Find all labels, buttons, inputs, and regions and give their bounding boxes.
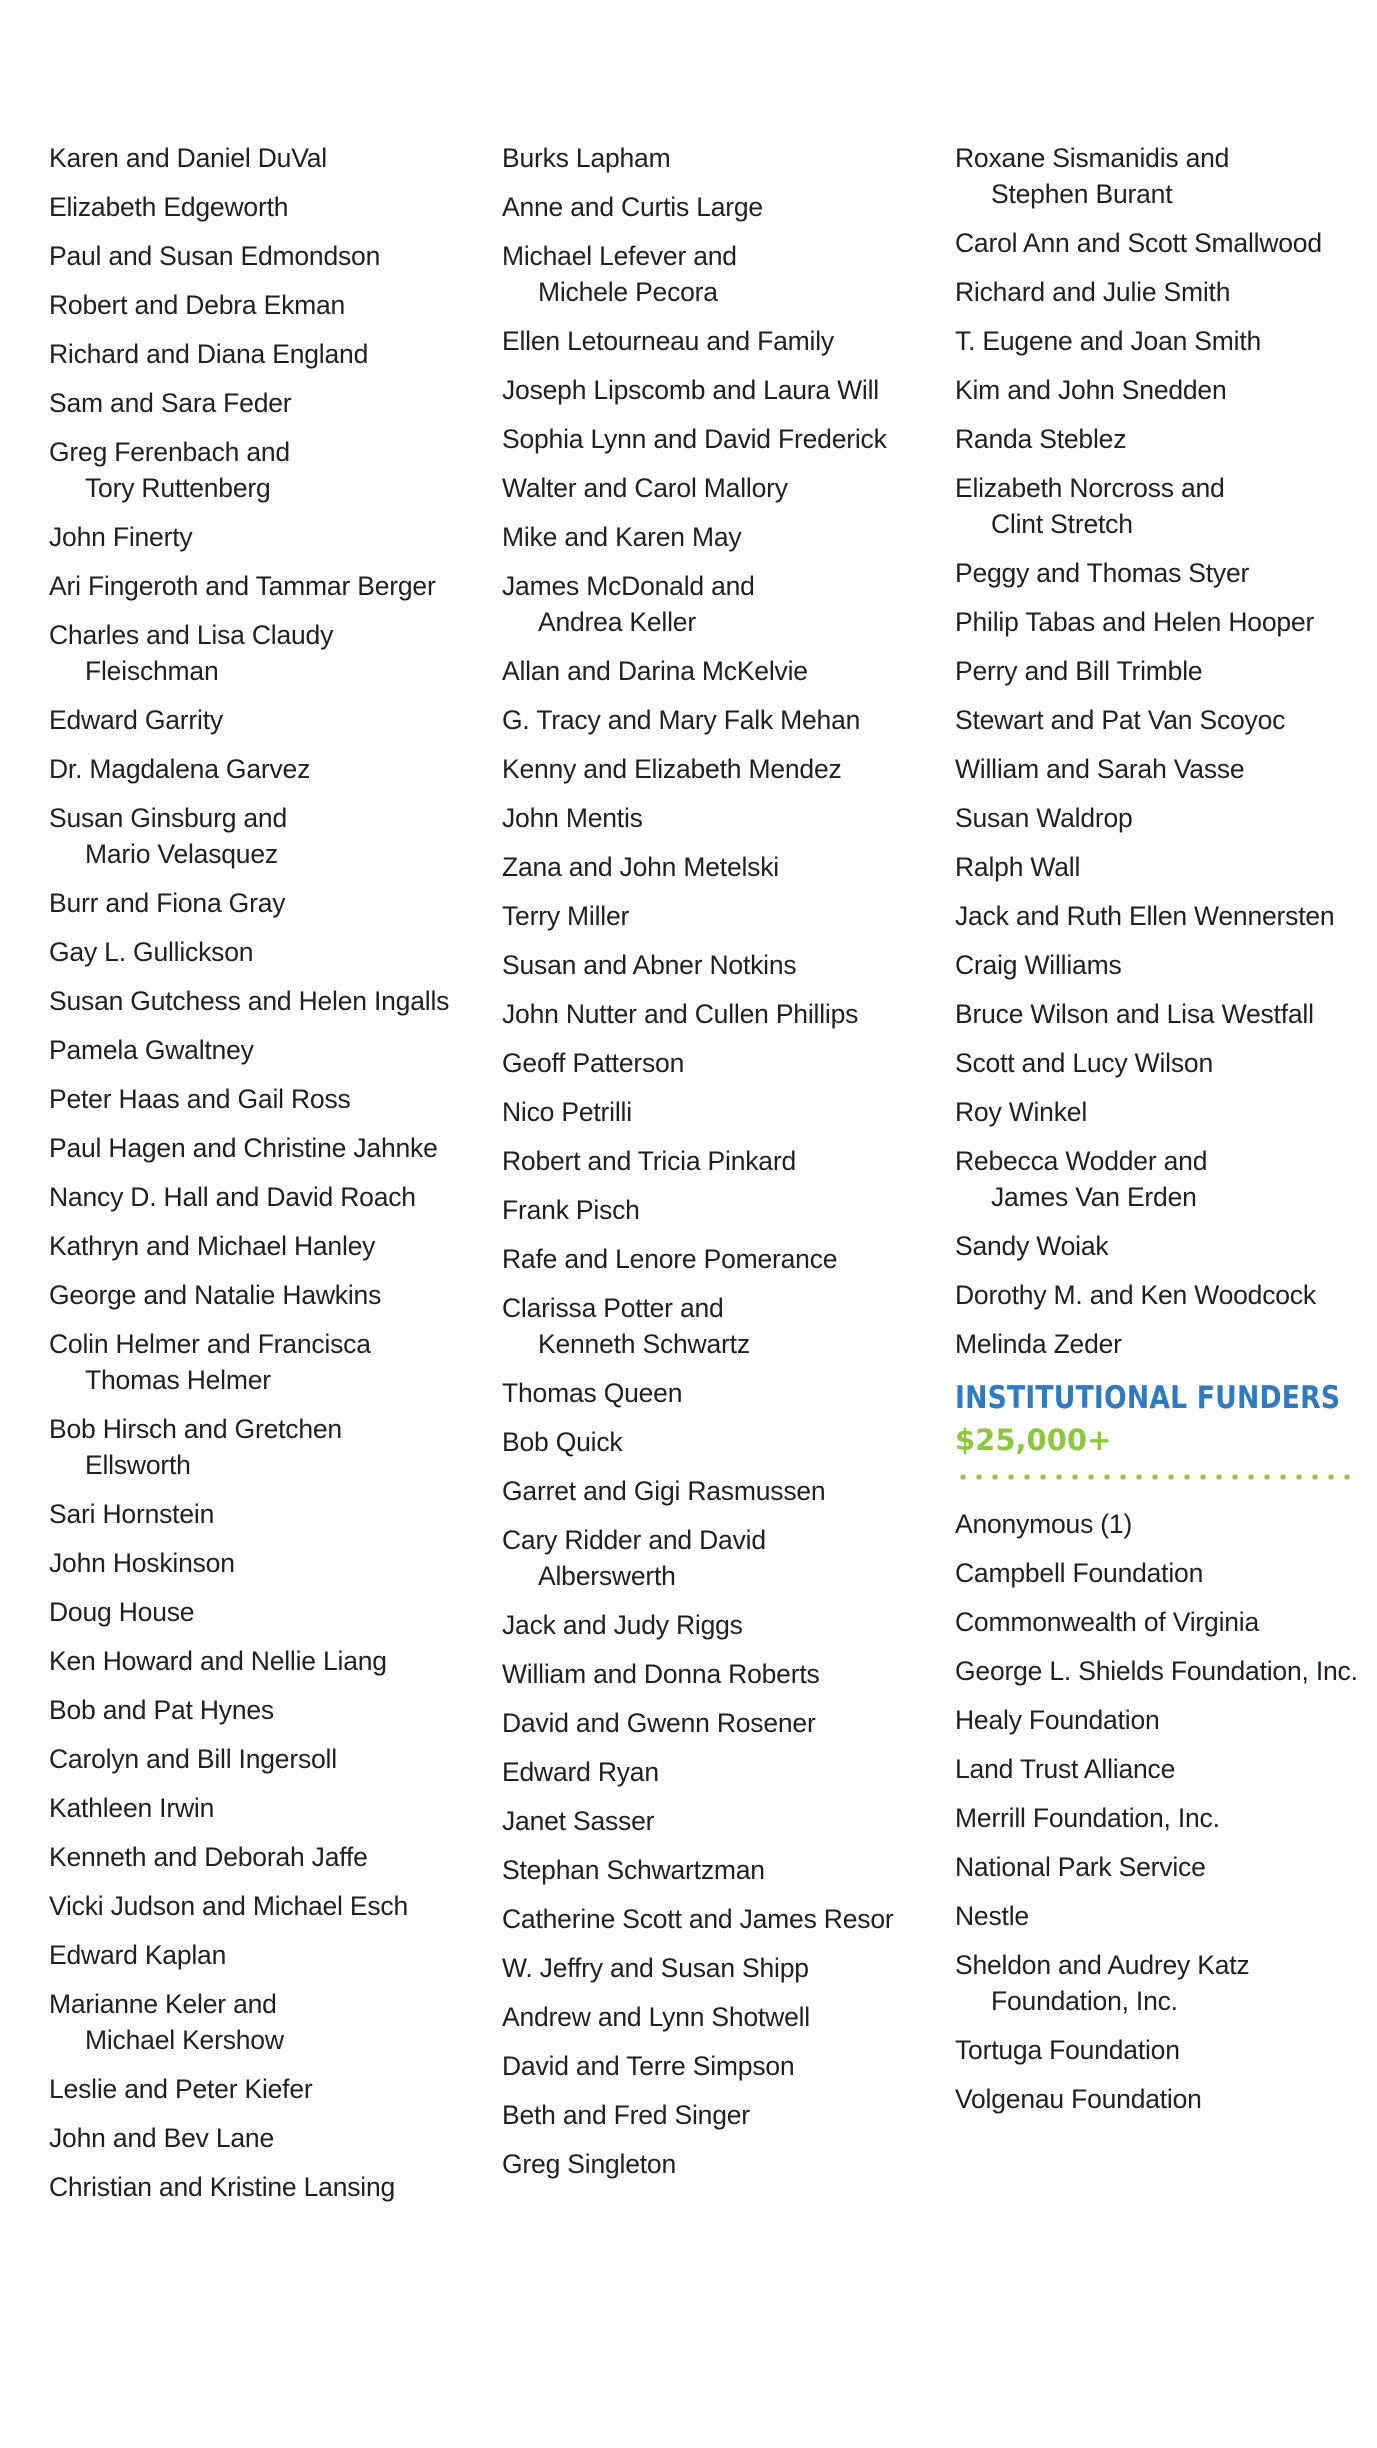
donor-entry	[49, 617, 489, 689]
donor-entry	[502, 996, 942, 1032]
donor-entry	[49, 1326, 489, 1398]
donor-name: Janet Sasser	[502, 1806, 655, 1836]
donor-name: Richard and Julie Smith	[955, 277, 1231, 307]
donor-name: Sam and Sara Feder	[49, 388, 292, 418]
giving-level-label: $25,000+	[955, 1423, 1112, 1457]
donor-name: Colin Helmer and Francisca	[49, 1329, 371, 1359]
donor-entry	[502, 1656, 942, 1692]
donor-name: Elizabeth Edgeworth	[49, 192, 289, 222]
donor-name: Perry and Bill Trimble	[955, 656, 1203, 686]
donor-name: David and Gwenn Rosener	[502, 1708, 816, 1738]
donor-name: Healy Foundation	[955, 1705, 1160, 1735]
donor-column-1	[49, 140, 489, 2218]
donor-entry	[955, 947, 1365, 983]
donor-entry	[49, 1643, 489, 1679]
donor-name: Sophia Lynn and David Frederick	[502, 424, 887, 454]
donor-name: G. Tracy and Mary Falk Mehan	[502, 705, 861, 735]
donor-entry	[49, 2120, 489, 2156]
donor-entry	[49, 1790, 489, 1826]
donor-entry	[502, 1424, 942, 1460]
donor-name: Sheldon and Audrey Katz	[955, 1950, 1250, 1980]
donor-entry	[955, 800, 1365, 836]
donor-name: George L. Shields Foundation, Inc.	[955, 1656, 1358, 1686]
funder-entry	[955, 1702, 1365, 1738]
donor-entry	[502, 1290, 942, 1362]
donor-entry	[955, 274, 1365, 310]
donor-name: Jack and Judy Riggs	[502, 1610, 743, 1640]
donor-entry	[955, 470, 1365, 542]
donor-entry	[49, 1594, 489, 1630]
donor-name: Stephan Schwartzman	[502, 1855, 765, 1885]
donor-entry	[502, 2097, 942, 2133]
donor-entry	[49, 1411, 489, 1483]
donor-name: Anne and Curtis Large	[502, 192, 763, 222]
donor-name: Ken Howard and Nellie Liang	[49, 1646, 387, 1676]
donor-name: Vicki Judson and Michael Esch	[49, 1891, 409, 1921]
funder-entry	[955, 1604, 1365, 1640]
donor-name: Campbell Foundation	[955, 1558, 1204, 1588]
donor-name: Robert and Tricia Pinkard	[502, 1146, 797, 1176]
donor-entry	[49, 934, 489, 970]
donor-entry	[502, 1473, 942, 1509]
donor-entry	[49, 336, 489, 372]
donor-entry	[955, 604, 1365, 640]
donor-entry	[502, 1803, 942, 1839]
donor-name: Dorothy M. and Ken Woodcock	[955, 1280, 1316, 1310]
donor-entry	[502, 2048, 942, 2084]
donor-entry	[955, 140, 1365, 212]
donor-name-continuation: Andrea Keller	[538, 607, 696, 637]
donor-name: John and Bev Lane	[49, 2123, 274, 2153]
donor-entry	[502, 372, 942, 408]
donor-entry	[502, 519, 942, 555]
donor-name: Jack and Ruth Ellen Wennersten	[955, 901, 1335, 931]
donor-name-continuation: Foundation, Inc.	[991, 1986, 1178, 2016]
donor-name: Melinda Zeder	[955, 1329, 1122, 1359]
donor-entry	[49, 519, 489, 555]
donor-name: Tortuga Foundation	[955, 2035, 1180, 2065]
donor-entry	[49, 385, 489, 421]
donor-name: Roy Winkel	[955, 1097, 1088, 1127]
donor-name-continuation: Mario Velasquez	[85, 839, 278, 869]
donor-name: Nestle	[955, 1901, 1029, 1931]
institutional-funders-heading: INSTITUTIONAL FUNDERS	[955, 1380, 1341, 1416]
donor-entry	[49, 1130, 489, 1166]
donor-name: Greg Ferenbach and	[49, 437, 290, 467]
donor-name: Anonymous (1)	[955, 1509, 1133, 1539]
donor-name: Merrill Foundation, Inc.	[955, 1803, 1220, 1833]
donor-name: W. Jeffry and Susan Shipp	[502, 1953, 809, 1983]
donor-name-continuation: Alberswerth	[538, 1561, 676, 1591]
donor-name: Burks Lapham	[502, 143, 671, 173]
donor-name: Volgenau Foundation	[955, 2084, 1202, 2114]
donor-entry	[49, 189, 489, 225]
donor-entry	[49, 1888, 489, 1924]
donor-entry	[49, 1741, 489, 1777]
funder-entry	[955, 2081, 1365, 2117]
donor-name: Susan Gutchess and Helen Ingalls	[49, 986, 450, 1016]
donor-entry	[49, 140, 489, 176]
funder-entry	[955, 1506, 1365, 1542]
donor-name-continuation: Clint Stretch	[991, 509, 1133, 539]
donor-name: Andrew and Lynn Shotwell	[502, 2002, 810, 2032]
donor-entry	[49, 885, 489, 921]
donor-entry	[49, 1986, 489, 2058]
donor-entry	[49, 1179, 489, 1215]
donor-name: National Park Service	[955, 1852, 1206, 1882]
donor-entry	[955, 1094, 1365, 1130]
donor-entry	[955, 751, 1365, 787]
donor-entry	[502, 898, 942, 934]
donor-name-continuation: Ellsworth	[85, 1450, 191, 1480]
donor-name: Kathleen Irwin	[49, 1793, 215, 1823]
donor-entry	[955, 555, 1365, 591]
donor-entry	[955, 849, 1365, 885]
funder-entry	[955, 1898, 1365, 1934]
donor-name: Stewart and Pat Van Scoyoc	[955, 705, 1286, 735]
donor-entry	[955, 323, 1365, 359]
donor-entry	[49, 568, 489, 604]
donor-name: T. Eugene and Joan Smith	[955, 326, 1262, 356]
donor-name: Cary Ridder and David	[502, 1525, 766, 1555]
donor-entry	[955, 653, 1365, 689]
donor-entry	[502, 189, 942, 225]
donor-entry	[502, 323, 942, 359]
donor-entry	[49, 434, 489, 506]
funder-entry	[955, 1555, 1365, 1591]
donor-name-continuation: Fleischman	[85, 656, 219, 686]
donor-entry	[502, 1999, 942, 2035]
donor-name: Bob Hirsch and Gretchen	[49, 1414, 342, 1444]
donor-entry	[955, 225, 1365, 261]
donor-entry	[502, 1705, 942, 1741]
donor-entry	[502, 1607, 942, 1643]
donor-entry	[955, 1228, 1365, 1264]
funder-entry	[955, 1849, 1365, 1885]
donor-name: Charles and Lisa Claudy	[49, 620, 334, 650]
donor-entry	[502, 421, 942, 457]
donor-entry	[49, 1496, 489, 1532]
donor-name: Gay L. Gullickson	[49, 937, 254, 967]
funder-entry	[955, 1653, 1365, 1689]
donor-name: William and Donna Roberts	[502, 1659, 820, 1689]
donor-entry	[49, 1937, 489, 1973]
donor-entry	[502, 2146, 942, 2182]
donor-name: Geoff Patterson	[502, 1048, 685, 1078]
donor-name: Nico Petrilli	[502, 1097, 632, 1127]
donor-name: Kenny and Elizabeth Mendez	[502, 754, 842, 784]
donor-name: Clarissa Potter and	[502, 1293, 724, 1323]
donor-entry	[502, 1852, 942, 1888]
donor-name: Leslie and Peter Kiefer	[49, 2074, 313, 2104]
donor-name: Allan and Darina McKelvie	[502, 656, 808, 686]
donor-entry	[49, 751, 489, 787]
donor-entry	[49, 1839, 489, 1875]
donor-name: William and Sarah Vasse	[955, 754, 1245, 784]
donor-name: Bruce Wilson and Lisa Westfall	[955, 999, 1314, 1029]
donor-name: Philip Tabas and Helen Hooper	[955, 607, 1315, 637]
donor-name: Susan Ginsburg and	[49, 803, 288, 833]
donor-name: Christian and Kristine Lansing	[49, 2172, 396, 2202]
donor-name: Greg Singleton	[502, 2149, 676, 2179]
donor-name: Edward Kaplan	[49, 1940, 227, 1970]
funder-entry	[955, 1800, 1365, 1836]
donor-name: Randa Steblez	[955, 424, 1127, 454]
donor-name: Rafe and Lenore Pomerance	[502, 1244, 838, 1274]
donor-name: Carolyn and Bill Ingersoll	[49, 1744, 337, 1774]
donor-entry	[502, 1754, 942, 1790]
donor-name: Sari Hornstein	[49, 1499, 215, 1529]
donor-entry	[502, 1522, 942, 1594]
donor-name: Rebecca Wodder and	[955, 1146, 1208, 1176]
donor-name: Sandy Woiak	[955, 1231, 1109, 1261]
donor-name: Doug House	[49, 1597, 195, 1627]
donor-entry	[955, 996, 1365, 1032]
donor-name: Robert and Debra Ekman	[49, 290, 346, 320]
donor-name: Frank Pisch	[502, 1195, 640, 1225]
donor-name: Paul and Susan Edmondson	[49, 241, 381, 271]
donor-name: Marianne Keler and	[49, 1989, 277, 2019]
donor-entry	[502, 1094, 942, 1130]
funder-entry	[955, 2032, 1365, 2068]
donor-name: Ellen Letourneau and Family	[502, 326, 834, 356]
donor-name: Kenneth and Deborah Jaffe	[49, 1842, 368, 1872]
donor-entry	[502, 751, 942, 787]
donor-entry	[49, 1545, 489, 1581]
donor-name: Peter Haas and Gail Ross	[49, 1084, 351, 1114]
donor-name-continuation: Michele Pecora	[538, 277, 718, 307]
donor-entry	[502, 702, 942, 738]
donor-entry	[49, 1081, 489, 1117]
donor-entry	[502, 568, 942, 640]
donor-entry	[49, 238, 489, 274]
donor-name: James McDonald and	[502, 571, 755, 601]
donor-entry	[502, 653, 942, 689]
donor-entry	[49, 2071, 489, 2107]
donor-column-2	[502, 140, 942, 2195]
funder-entry	[955, 1947, 1365, 2019]
donor-name: Craig Williams	[955, 950, 1122, 980]
donor-name: George and Natalie Hawkins	[49, 1280, 382, 1310]
donor-entry	[49, 800, 489, 872]
donor-name: Kim and John Snedden	[955, 375, 1227, 405]
donor-entry	[49, 983, 489, 1019]
donor-entry	[49, 1032, 489, 1068]
donor-name: John Hoskinson	[49, 1548, 235, 1578]
donor-name: Mike and Karen May	[502, 522, 742, 552]
donor-name-continuation: Kenneth Schwartz	[538, 1329, 750, 1359]
donor-name: Burr and Fiona Gray	[49, 888, 286, 918]
donor-entry	[955, 372, 1365, 408]
donor-entry	[955, 898, 1365, 934]
donor-name: Nancy D. Hall and David Roach	[49, 1182, 416, 1212]
donor-entry	[502, 1045, 942, 1081]
donor-name: Walter and Carol Mallory	[502, 473, 788, 503]
donor-name: Ralph Wall	[955, 852, 1081, 882]
donor-name: Ari Fingeroth and Tammar Berger	[49, 571, 436, 601]
donor-name: Karen and Daniel DuVal	[49, 143, 327, 173]
donor-name: Susan and Abner Notkins	[502, 950, 797, 980]
donor-entry	[49, 2169, 489, 2205]
institutional-funders-list	[955, 1506, 1365, 2117]
donor-name: Elizabeth Norcross and	[955, 473, 1225, 503]
donor-entry	[49, 287, 489, 323]
donor-name: Roxane Sismanidis and	[955, 143, 1230, 173]
donor-entry	[502, 1143, 942, 1179]
donor-name: Carol Ann and Scott Smallwood	[955, 228, 1322, 258]
donor-name: Joseph Lipscomb and Laura Will	[502, 375, 879, 405]
donor-name: Zana and John Metelski	[502, 852, 779, 882]
donor-entry	[955, 702, 1365, 738]
donor-name: Michael Lefever and	[502, 241, 737, 271]
donor-list-3	[955, 140, 1365, 1362]
donor-entry	[49, 1228, 489, 1264]
donor-entry	[955, 1045, 1365, 1081]
donor-entry	[502, 470, 942, 506]
donor-name-continuation: Michael Kershow	[85, 2025, 284, 2055]
donor-name-continuation: James Van Erden	[991, 1182, 1197, 1212]
donor-name: John Finerty	[49, 522, 193, 552]
donor-entry	[502, 1241, 942, 1277]
donor-name: Beth and Fred Singer	[502, 2100, 750, 2130]
donor-entry	[502, 1192, 942, 1228]
donor-entry	[502, 140, 942, 176]
funder-entry	[955, 1751, 1365, 1787]
donor-name: Edward Ryan	[502, 1757, 659, 1787]
donor-name-continuation: Tory Ruttenberg	[85, 473, 271, 503]
donor-name: Garret and Gigi Rasmussen	[502, 1476, 826, 1506]
donor-column-3	[955, 140, 1365, 2130]
donor-name: Richard and Diana England	[49, 339, 369, 369]
donor-entry	[502, 1901, 942, 1937]
donor-entry	[955, 1326, 1365, 1362]
donor-entry	[49, 1277, 489, 1313]
donor-name: John Nutter and Cullen Phillips	[502, 999, 859, 1029]
donor-name: Scott and Lucy Wilson	[955, 1048, 1213, 1078]
donor-entry	[502, 238, 942, 310]
donor-entry	[955, 1143, 1365, 1215]
donor-entry	[49, 1692, 489, 1728]
donor-name: Thomas Queen	[502, 1378, 683, 1408]
donor-name: Peggy and Thomas Styer	[955, 558, 1250, 588]
dotted-divider	[955, 1474, 1355, 1480]
donor-name: Commonwealth of Virginia	[955, 1607, 1260, 1637]
donor-name: Kathryn and Michael Hanley	[49, 1231, 376, 1261]
donor-name: Dr. Magdalena Garvez	[49, 754, 311, 784]
donor-entry	[502, 1950, 942, 1986]
donor-name: Paul Hagen and Christine Jahnke	[49, 1133, 438, 1163]
donor-name: Bob and Pat Hynes	[49, 1695, 274, 1725]
donor-entry	[502, 849, 942, 885]
donor-name: Pamela Gwaltney	[49, 1035, 254, 1065]
donor-name: David and Terre Simpson	[502, 2051, 795, 2081]
donor-name: Edward Garrity	[49, 705, 223, 735]
donor-entry	[49, 702, 489, 738]
donor-name-continuation: Stephen Burant	[991, 179, 1173, 209]
donor-name-continuation: Thomas Helmer	[85, 1365, 271, 1395]
donor-entry	[955, 1277, 1365, 1313]
donor-name: John Mentis	[502, 803, 643, 833]
donor-name: Bob Quick	[502, 1427, 623, 1457]
donor-name: Terry Miller	[502, 901, 630, 931]
donor-name: Catherine Scott and James Resor	[502, 1904, 894, 1934]
donor-entry	[955, 421, 1365, 457]
donor-name: Land Trust Alliance	[955, 1754, 1176, 1784]
donor-name: Susan Waldrop	[955, 803, 1133, 833]
donor-entry	[502, 947, 942, 983]
donor-entry	[502, 1375, 942, 1411]
donor-entry	[502, 800, 942, 836]
